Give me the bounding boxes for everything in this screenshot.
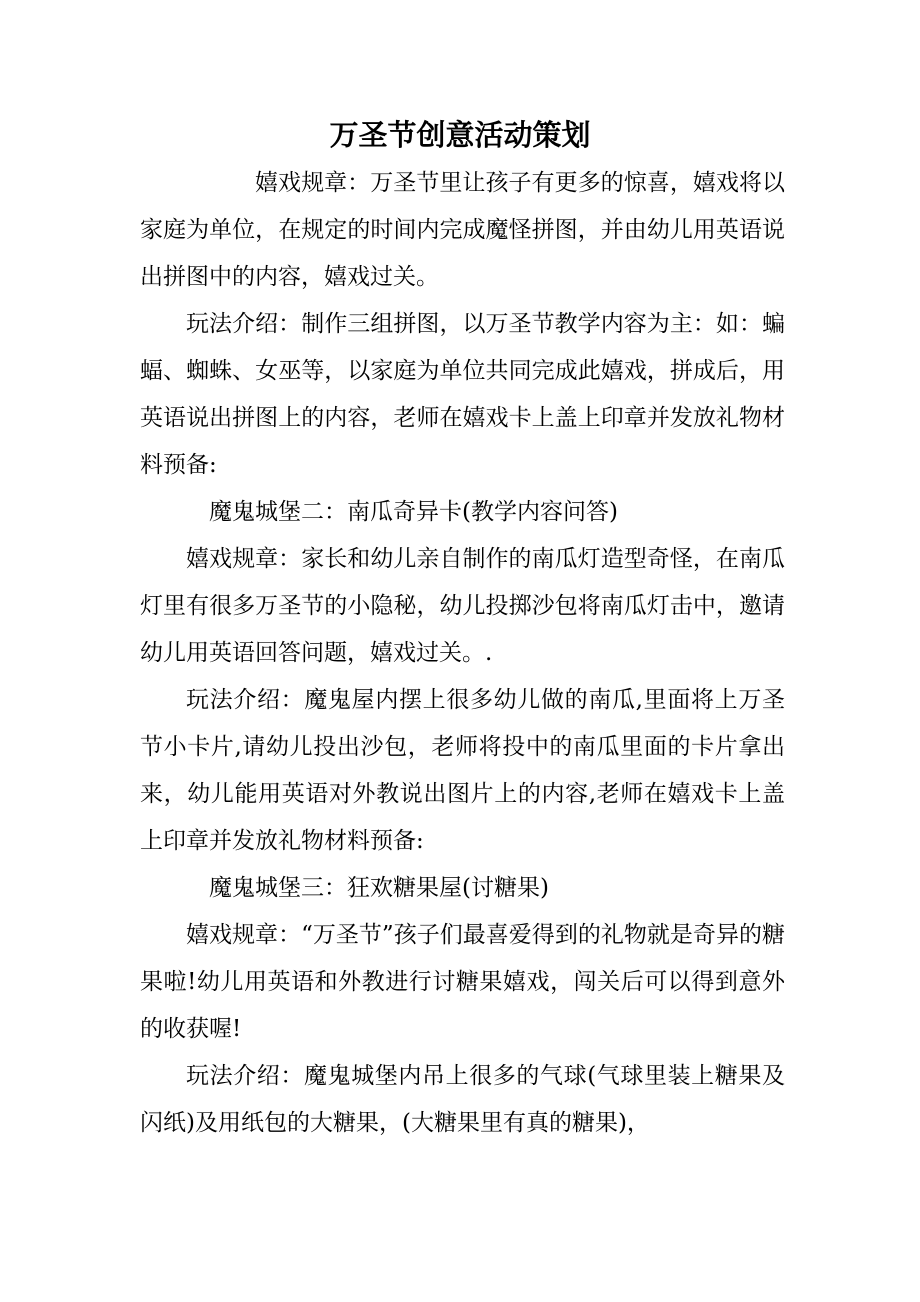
paragraph-play-intro-3: 玩法介绍：魔鬼城堡内吊上很多的气球(气球里装上糖果及闪纸)及用纸包的大糖果，(大糖果里有真的糖果)， [140, 1063, 785, 1136]
document-title: 万圣节创意活动策划 [329, 118, 591, 152]
section-heading-castle-3: 魔鬼城堡三：狂欢糖果屋(讨糖果) [209, 875, 549, 901]
paragraph-game-rules-3: 嬉戏规章：“万圣节”孩子们最喜爱得到的礼物就是奇异的糖果啦!幼儿用英语和外教进行讨糖果嬉戏，闯关后可以得到意外的收获喔! [140, 922, 785, 1042]
section-heading-castle-2: 魔鬼城堡二：南瓜奇异卡(教学内容问答) [209, 499, 618, 525]
document-body [140, 160, 785, 1147]
paragraph-game-rules-1: 嬉戏规章：万圣节里让孩子有更多的惊喜，嬉戏将以家庭为单位，在规定的时间内完成魔怪拼图，并由幼儿用英语说出拼图中的内容，嬉戏过关。 [140, 170, 785, 290]
paragraph-play-intro-1: 玩法介绍：制作三组拼图，以万圣节教学内容为主：如：蝙蝠、蜘蛛、女巫等，以家庭为单位共同完成此嬉戏，拼成后，用英语说出拼图上的内容，老师在嬉戏卡上盖上印章并发放礼物材料预备: [140, 311, 785, 478]
paragraph-game-rules-2: 嬉戏规章：家长和幼儿亲自制作的南瓜灯造型奇怪，在南瓜灯里有很多万圣节的小隐秘，幼儿投掷沙包将南瓜灯击中，邀请幼儿用英语回答问题，嬉戏过关。. [140, 546, 785, 666]
paragraph-play-intro-2: 玩法介绍：魔鬼屋内摆上很多幼儿做的南瓜,里面将上万圣节小卡片,请幼儿投出沙包，老师将投中的南瓜里面的卡片拿出来，幼儿能用英语对外教说出图片上的内容,老师在嬉戏卡上盖上印章并发放礼物材料预备: [140, 687, 785, 854]
